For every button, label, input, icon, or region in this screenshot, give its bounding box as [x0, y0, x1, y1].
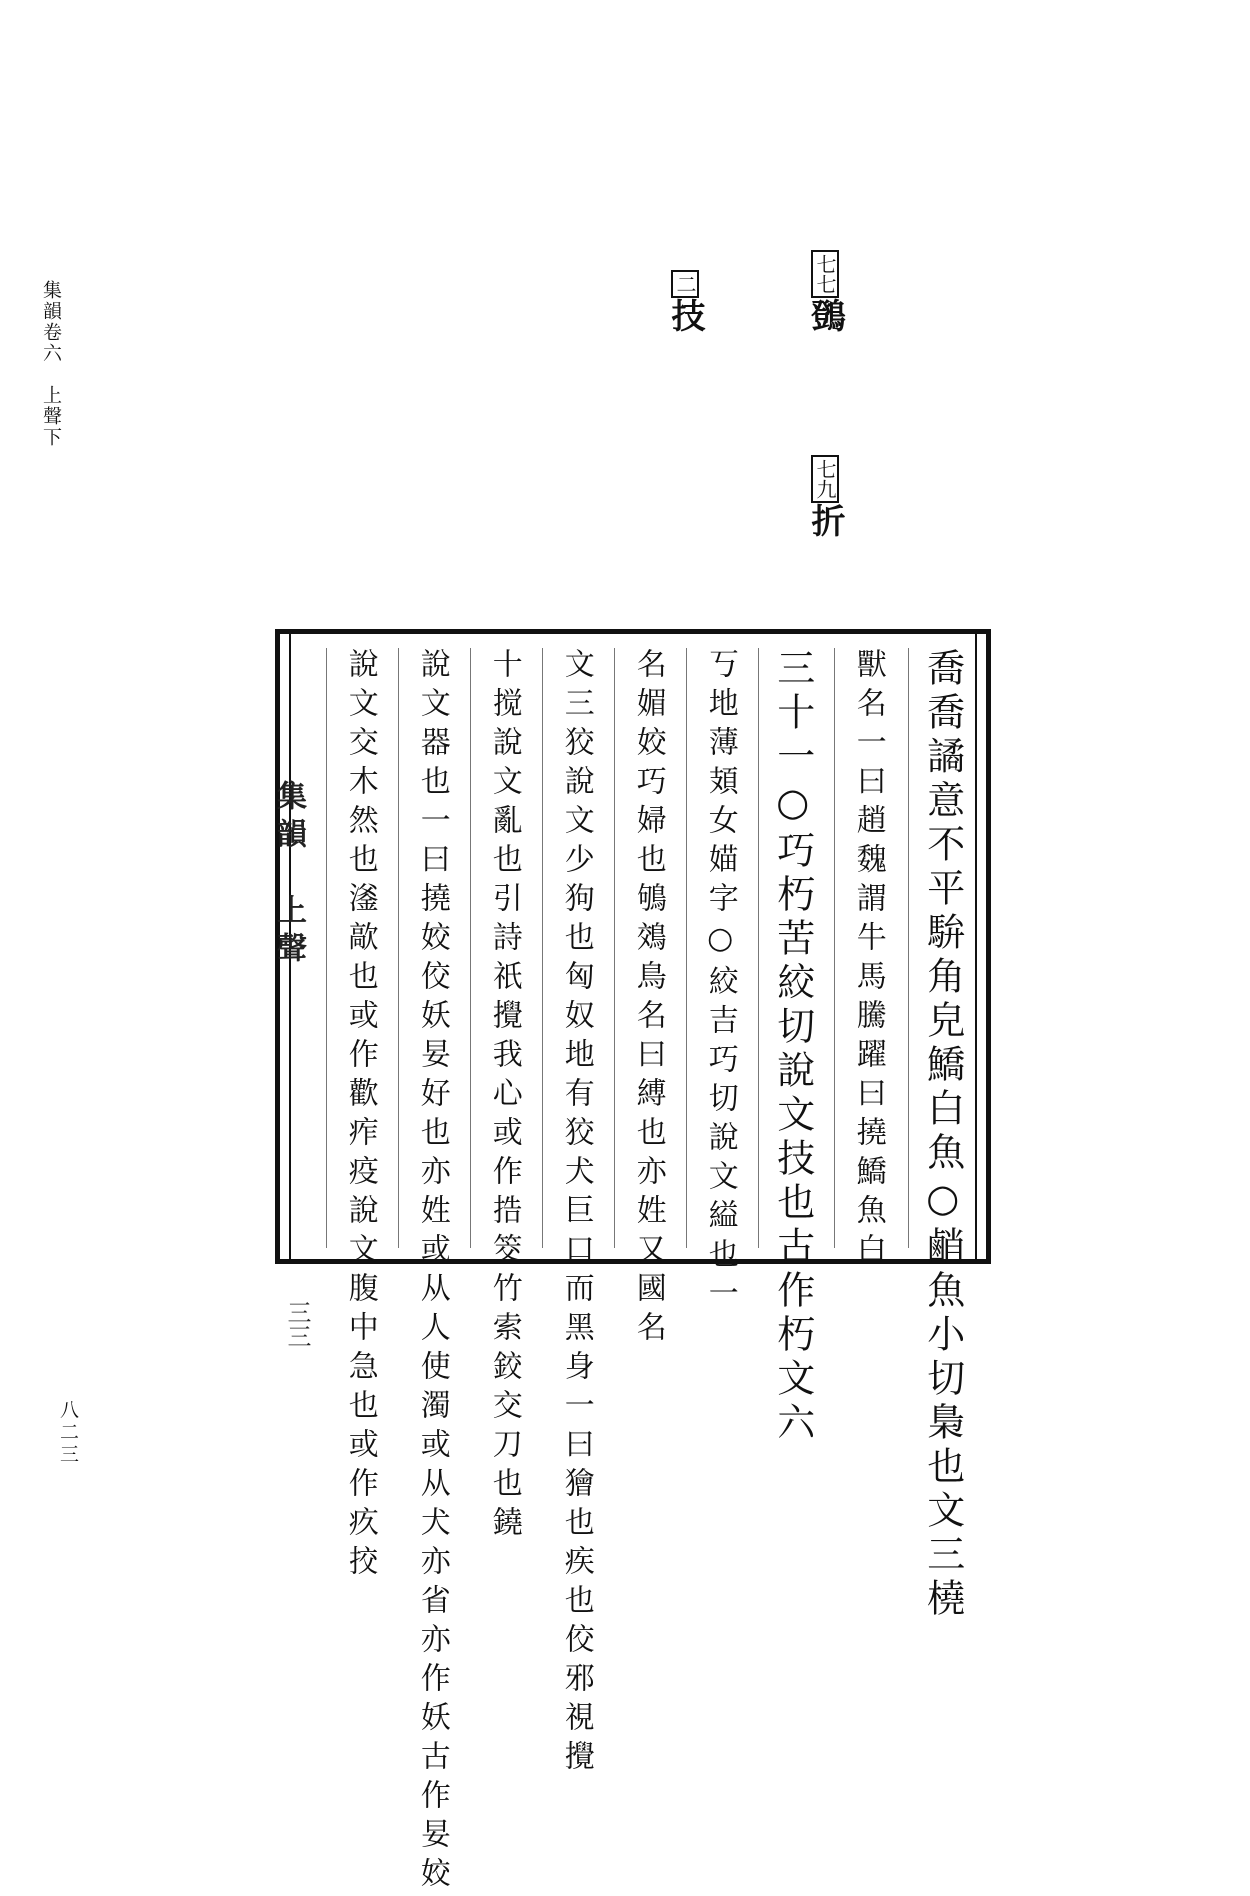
text-column: 十搅說文亂也引詩祇攪我心或作捁筊竹索鉸交刀也鐃	[474, 648, 534, 1248]
annotation-mark: 二	[671, 270, 699, 298]
text-column: 名媚姣巧婦也鴝鵁鳥名曰縛也亦姓又國名	[618, 648, 678, 1248]
text-column: 喬喬譎意不平䮁角皃鱎白魚○䴛魚小切梟也文三橈	[912, 648, 972, 1248]
annotation-char: 䳾	[805, 298, 845, 336]
text-column: 三十一○巧朽苦絞切說文技也古作朽文六	[762, 648, 822, 1248]
annotation-3	[665, 270, 705, 336]
text-column: 文三狡說文少狗也匈奴地有狡犬巨口而黑身一曰獪也疾也佼邪視攪	[546, 648, 606, 1248]
annotation-mark: 七九	[811, 455, 839, 503]
text-column: 說文器也一曰撓姣佼妖妟好也亦姓或从人使濁或从犬亦省亦作妖古作妟姣	[402, 648, 462, 1248]
annotation-char: 折	[805, 503, 845, 541]
text-column: 丂地薄頍女媌字○絞吉巧切說文縊也一	[690, 648, 750, 1248]
annotation-1	[805, 250, 845, 336]
frame-rule	[975, 629, 977, 1264]
annotation-mark: 七七	[811, 250, 839, 298]
margin-title: 集韻卷六 上聲下	[40, 280, 62, 448]
annotation-2	[805, 455, 845, 541]
annotation-char: 技	[665, 298, 705, 336]
fold-page: 三三	[283, 1300, 311, 1348]
fold-column: 集韻 上聲	[271, 780, 306, 970]
page-number: 八二三	[57, 1400, 79, 1466]
text-column: 說文交木然也㵚歊也或作歡痄疫說文腹中急也或作疚挍	[330, 648, 390, 1248]
text-column: 獸名一曰趙魏謂牛馬騰躍曰撓鱎魚白	[838, 648, 898, 1248]
